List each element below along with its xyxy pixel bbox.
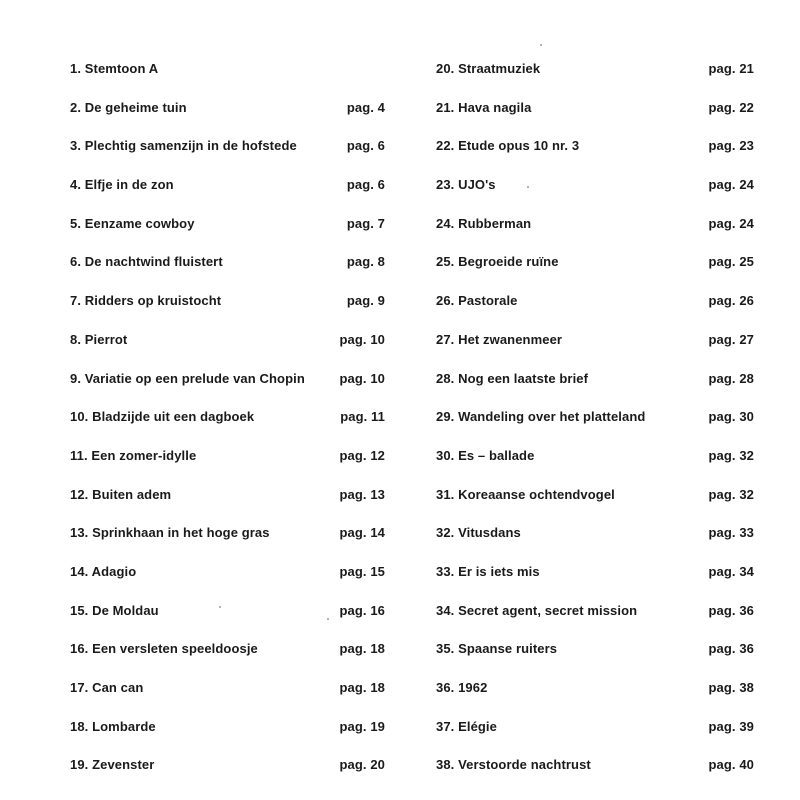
entry-page-number: pag. 39 [708, 718, 754, 734]
entry-page-number: pag. 14 [339, 525, 385, 541]
entry-page-number: pag. 27 [708, 331, 754, 347]
entry-page-number: pag. 38 [708, 680, 754, 695]
entry-page-number: pag. 26 [708, 293, 754, 309]
entry-page-number: pag. 32 [708, 486, 754, 502]
entry-title: 35. Spaanse ruiters [436, 641, 558, 657]
contents-entry [70, 89, 390, 128]
entry-page-number: pag. 10 [339, 370, 385, 386]
contents-entry [436, 166, 754, 205]
entry-page-number: pag. 40 [708, 757, 754, 773]
entry-page-number: pag. 33 [708, 525, 754, 541]
entry-title: 28. Nog een laatste brief [436, 370, 589, 386]
contents-entry [436, 282, 754, 321]
entry-title: 34. Secret agent, secret mission [436, 602, 638, 618]
contents-entry [436, 205, 754, 244]
entry-title: 29. Wandeling over het platteland [436, 409, 646, 425]
entry-page-number: pag. 36 [708, 602, 754, 618]
scan-speck [540, 44, 542, 46]
contents-entry [70, 360, 390, 399]
entry-title: 19. Zevenster [70, 757, 155, 773]
contents-entry [70, 50, 390, 89]
entry-title: 1. Stemtoon A [70, 61, 159, 76]
entry-page-number: pag. 22 [708, 99, 754, 115]
entry-title: 18. Lombarde [70, 718, 156, 734]
entry-page-number: pag. 20 [339, 757, 385, 773]
entry-page-number: pag. 6 [346, 138, 385, 154]
entry-title: 32. Vitusdans [436, 525, 521, 541]
contents-entry [436, 50, 754, 89]
contents-entry [70, 669, 390, 708]
entry-title: 10. Bladzijde uit een dagboek [70, 409, 255, 425]
entry-title: 8. Pierrot [70, 331, 128, 347]
entry-title: 22. Etude opus 10 nr. 3 [436, 138, 580, 154]
entry-title: 21. Hava nagila [436, 99, 532, 115]
contents-entry [70, 746, 390, 785]
contents-entry [70, 514, 390, 553]
contents-entry [70, 243, 390, 282]
entry-title: 24. Rubberman [436, 215, 532, 231]
contents-entry [70, 321, 390, 360]
entry-title: 31. Koreaanse ochtendvogel [436, 486, 615, 502]
entry-page-number: pag. 16 [339, 602, 385, 618]
contents-entry [70, 437, 390, 476]
entry-title: 15. De Moldau [70, 602, 159, 618]
contents-entry [70, 205, 390, 244]
scan-speck [219, 606, 221, 608]
contents-column-right [436, 50, 754, 785]
contents-entry [436, 592, 754, 631]
contents-column-left [70, 50, 390, 785]
contents-entry [70, 166, 390, 205]
entry-page-number: pag. 7 [346, 215, 385, 231]
entry-page-number: pag. 10 [339, 331, 385, 347]
contents-entry [436, 398, 754, 437]
entry-title: 9. Variatie op een prelude van Chopin [70, 370, 305, 386]
entry-page-number: pag. 4 [346, 99, 385, 115]
entry-page-number: pag. 19 [339, 718, 385, 734]
entry-title: 5. Eenzame cowboy [70, 215, 195, 231]
entry-page-number: pag. 24 [708, 215, 754, 231]
contents-entry [436, 708, 754, 747]
entry-title: 36. 1962 [436, 680, 488, 695]
contents-entry [436, 476, 754, 515]
entry-page-number: pag. 12 [339, 447, 385, 463]
contents-entry [70, 398, 390, 437]
contents-entry [70, 708, 390, 747]
entry-page-number: pag. 36 [708, 641, 754, 657]
contents-entry [436, 89, 754, 128]
entry-page-number: pag. 11 [340, 409, 385, 425]
entry-page-number: pag. 6 [346, 177, 385, 193]
entry-page-number: pag. 18 [339, 641, 385, 657]
entry-page-number: pag. 9 [346, 293, 385, 309]
contents-entry [70, 127, 390, 166]
entry-title: 3. Plechtig samenzijn in de hofstede [70, 138, 297, 154]
entry-title: 26. Pastorale [436, 293, 518, 309]
entry-page-number: pag. 25 [708, 254, 754, 270]
entry-title: 6. De nachtwind fluistert [70, 254, 223, 270]
entry-page-number: pag. 21 [708, 61, 754, 76]
entry-title: 2. De geheime tuin [70, 99, 187, 115]
entry-title: 11. Een zomer-idylle [70, 447, 197, 463]
entry-title: 14. Adagio [70, 563, 137, 579]
entry-title: 30. Es – ballade [436, 447, 535, 463]
contents-entry [436, 360, 754, 399]
entry-page-number: pag. 34 [708, 563, 754, 579]
scan-speck [527, 186, 529, 188]
contents-entry [436, 746, 754, 785]
entry-title: 33. Er is iets mis [436, 563, 540, 579]
entry-page-number: pag. 30 [708, 409, 754, 425]
entry-title: 12. Buiten adem [70, 486, 172, 502]
entry-title: 7. Ridders op kruistocht [70, 293, 222, 309]
entry-page-number: pag. 8 [346, 254, 385, 270]
entry-page-number: pag. 28 [708, 370, 754, 386]
contents-entry [436, 127, 754, 166]
contents-entry [436, 321, 754, 360]
contents-entry [436, 437, 754, 476]
contents-entry [70, 553, 390, 592]
entry-title: 37. Elégie [436, 718, 497, 734]
contents-entry [70, 630, 390, 669]
entry-title: 27. Het zwanenmeer [436, 331, 563, 347]
entry-title: 16. Een versleten speeldoosje [70, 641, 258, 657]
contents-entry [70, 476, 390, 515]
entry-page-number: pag. 13 [339, 486, 385, 502]
contents-entry [436, 669, 754, 708]
entry-title: 4. Elfje in de zon [70, 177, 174, 193]
entry-page-number: pag. 18 [339, 680, 385, 695]
contents-entry [70, 282, 390, 321]
entry-title: 20. Straatmuziek [436, 61, 541, 76]
contents-entry [436, 514, 754, 553]
entry-title: 13. Sprinkhaan in het hoge gras [70, 525, 270, 541]
scan-speck [327, 618, 329, 620]
entry-page-number: pag. 24 [708, 177, 754, 193]
entry-page-number: pag. 32 [708, 447, 754, 463]
entry-page-number: pag. 15 [339, 563, 385, 579]
entry-page-number: pag. 23 [708, 138, 754, 154]
contents-entry [70, 592, 390, 631]
contents-entry [436, 630, 754, 669]
entry-title: 17. Can can [70, 680, 144, 695]
contents-entry [436, 553, 754, 592]
entry-title: 23. UJO's [436, 177, 496, 193]
entry-title: 38. Verstoorde nachtrust [436, 757, 591, 773]
entry-title: 25. Begroeide ruïne [436, 254, 559, 270]
contents-entry [436, 243, 754, 282]
